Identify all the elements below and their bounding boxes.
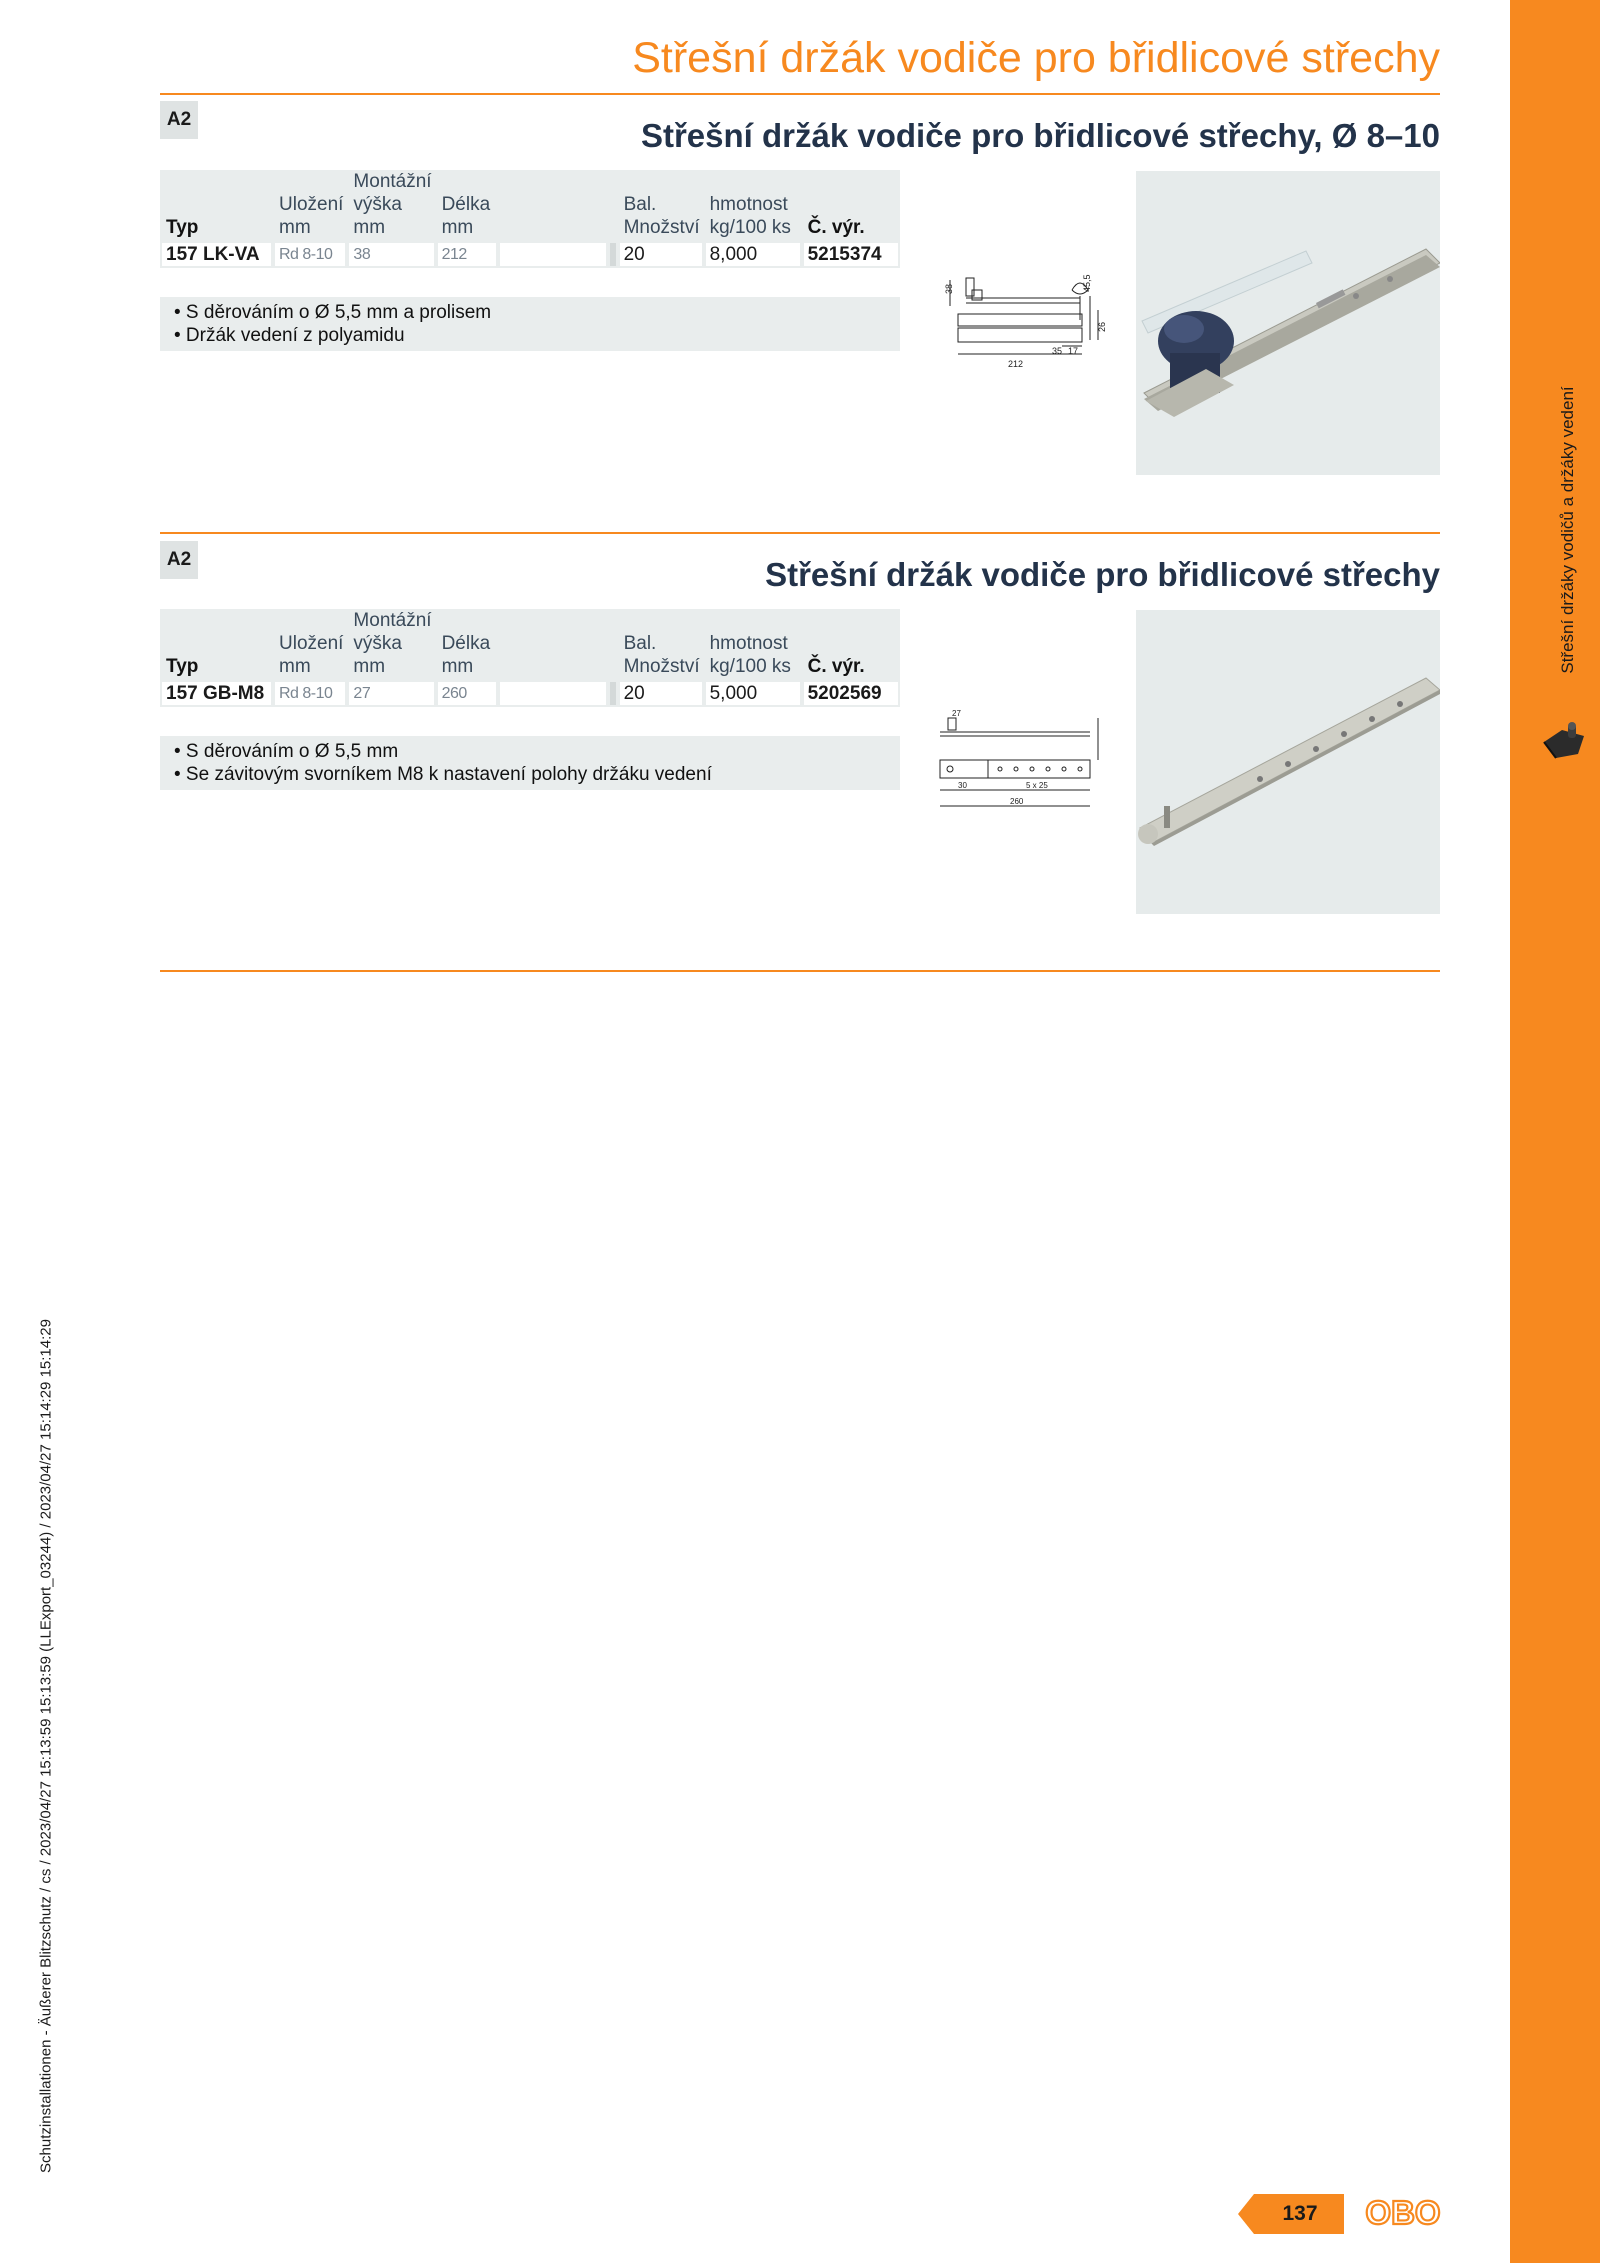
cell-delka: 260 (436, 680, 498, 707)
obo-logo (1364, 2193, 1442, 2233)
col-gap (498, 609, 608, 680)
cell-bal: 20 (618, 241, 704, 268)
col-ulozeni: Uložení mm (273, 170, 347, 241)
cell-delka: 212 (436, 241, 498, 268)
col-vyska: Montážní výška mm (347, 609, 435, 680)
technical-drawing (930, 270, 1130, 380)
dim-label: 30 (958, 781, 967, 790)
cell-typ: 157 GB-M8 (160, 680, 273, 707)
dim-label: 17 (1068, 346, 1079, 356)
dim-label: 35 (1052, 346, 1063, 356)
sidebar-band (1510, 0, 1600, 2263)
roof-holder-icon (1542, 720, 1590, 764)
section-title: Střešní držák vodiče pro břidlicové střechy (765, 556, 1440, 593)
col-delka: Délka mm (436, 170, 498, 241)
col-vyska: Montážní výška mm (347, 170, 435, 241)
product-photo (1136, 171, 1440, 475)
dim-label: 260 (1010, 797, 1024, 806)
cell-ulozeni: Rd 8-10 (273, 680, 347, 707)
note-item: • S děrováním o Ø 5,5 mm a prolisem (174, 302, 492, 323)
dim-label: 26 (1097, 321, 1107, 332)
col-bar (608, 609, 618, 680)
feature-notes (160, 736, 900, 790)
product-photo (1136, 610, 1440, 914)
col-cislo: Č. výr. (802, 609, 900, 680)
page-title: Střešní držák vodiče pro břidlicové střechy (632, 34, 1440, 82)
section-divider (160, 970, 1440, 972)
technical-drawing (930, 710, 1130, 820)
header-divider (160, 93, 1440, 95)
cell-hmotnost: 8,000 (704, 241, 802, 268)
note-item: • S děrováním o Ø 5,5 mm (174, 741, 399, 762)
table-row (160, 680, 900, 707)
note-item: • Držák vedení z polyamidu (174, 325, 405, 346)
cell-bal: 20 (618, 680, 704, 707)
col-hmotnost: hmotnost kg/100 ks (704, 170, 802, 241)
section-divider (160, 532, 1440, 534)
col-cislo: Č. výr. (802, 170, 900, 241)
col-bar (608, 170, 618, 241)
svg-text:OBO: OBO (1365, 2194, 1441, 2231)
dim-label: 212 (1008, 359, 1024, 369)
note-item: • Se závitovým svorníkem M8 k nastavení polohy držáku vedení (174, 764, 712, 785)
feature-notes (160, 297, 900, 351)
page-number: 137 (1282, 2202, 1318, 2225)
cell-vyska: 38 (347, 241, 435, 268)
table-row (160, 241, 900, 268)
product-table (160, 609, 900, 707)
col-typ: Typ (160, 170, 273, 241)
product-table (160, 170, 900, 268)
dim-label: 38 (944, 283, 954, 294)
material-badge: A2 (160, 541, 198, 579)
col-bal: Bal. Množství (618, 170, 704, 241)
col-gap (498, 170, 608, 241)
material-badge: A2 (160, 101, 198, 139)
col-hmotnost: hmotnost kg/100 ks (704, 609, 802, 680)
section-title: Střešní držák vodiče pro břidlicové střechy, Ø 8–10 (640, 117, 1440, 154)
cell-bar (608, 680, 618, 707)
cell-cislo: 5202569 (802, 680, 900, 707)
dim-label: 27 (952, 710, 961, 718)
col-ulozeni: Uložení mm (273, 609, 347, 680)
dim-label: 5 x 25 (1026, 781, 1048, 790)
cell-cislo: 5215374 (802, 241, 900, 268)
col-typ: Typ (160, 609, 273, 680)
col-bal: Bal. Množství (618, 609, 704, 680)
cell-hmotnost: 5,000 (704, 680, 802, 707)
dim-label: 45,5 (1082, 274, 1092, 292)
cell-bar (608, 241, 618, 268)
cell-gap (498, 680, 608, 707)
col-delka: Délka mm (436, 609, 498, 680)
cell-typ: 157 LK-VA (160, 241, 273, 268)
cell-vyska: 27 (347, 680, 435, 707)
cell-gap (498, 241, 608, 268)
cell-ulozeni: Rd 8-10 (273, 241, 347, 268)
